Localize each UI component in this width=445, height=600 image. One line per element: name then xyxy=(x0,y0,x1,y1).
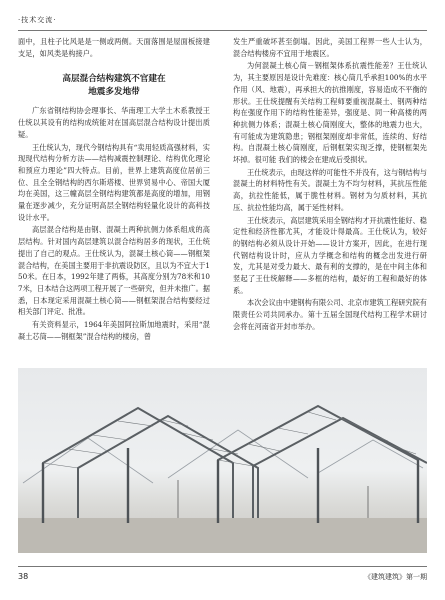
left-paragraph-3: 高层混合结构是由钢、混凝土两种抗侧力体系组成的高层结构。针对国内高层建筑以混合结构居多的现状，王仕统提出了自己的观点。王仕统认为，混凝土核心筒——钢框架混合结构，在美国主要用于非抗震设防区，且以为不宜大于150米。在日本，1992年建了两栋，其高度分别为78米和107米，日本结合这两项工程开展了一些研究，但并未推广。据悉，日本现定采用混凝土核心筒——钢框架混合结构要经过相关部门评定、批准。 xyxy=(18,225,210,317)
right-paragraph-5: 本次会议由中建钢构有限公司、北京市建筑工程研究院有限责任公司共同承办。第十五届全国现代结构工程学术研讨会将在河南省开封市举办。 xyxy=(233,298,427,331)
intro-paragraph: 面中，且柱子比风是是一侧或两侧。天面落围是屋面板接建支足，如风类是构接户。 xyxy=(18,37,210,58)
left-column xyxy=(18,36,210,343)
right-paragraph-4: 王仕统表示，高层建筑采用全钢结构才开抗震性能好、稳定性和经济性都尤其，才能设计得最高。王仕统认为，较好的钢结构必须从设计开始——设计方案开，因此，在进行现代钢结构设计时，应从力学概念和结构的概念出发进行研发，尤其是对受力最大、最有利的支撑的，是在中间主体和竖起了王仕统解释——多框的结构，最好的工程和最好的体系。 xyxy=(233,215,427,295)
headline-line-2: 地震多发地带 xyxy=(88,87,140,98)
headline-line-1: 高层混合结构建筑不官建在 xyxy=(62,74,166,85)
right-column xyxy=(233,36,427,334)
steel-structure-photo xyxy=(18,368,427,553)
header-rule xyxy=(18,30,427,31)
left-paragraph-4: 有关资料显示，1964年美国阿拉斯加地震时，采用“混凝土芯筒——钢框架”混合结构的楼房，曾 xyxy=(18,320,210,341)
right-paragraph-2: 为何混凝土核心筒－钢框架体系抗震性能差？王仕统认为，其主要原因是设计先难度：核心筒几乎承担100%的水平作用（风、地震），再承担大的抗推刚度，容易造成不平衡的形状。王仕统提醒有关结构工程师要重视混凝土、钢两种结构在强度作用下的结构性能差异，强度是、同一种高楼的两种抗侧力体系；混凝土核心筒刚度大，整体的地震力也大，有可能成为建筑隐患；钢框架刚度却非常低，连续的、好结构。自混凝土核心筒刚度，后钢框架实现乏撑，使钢框架先坏掉。很可能 我们的楼会在建成后受损状。 xyxy=(233,61,427,165)
steel-frame-illustration xyxy=(18,368,427,553)
right-paragraph-1: 发生严重破坏甚至倒塌。因此，美国工程界一些人士认为，混合结构楼房不宜用于地震区。 xyxy=(233,37,427,58)
page-number: 38 xyxy=(18,572,29,581)
left-paragraph-2: 王仕统认为，现代今钢结构具有“卖用轻质高强材料，实现现代结构分析方法——结构减震控制理论、结构优化理论和预应力理论”四大特点。目前，世界上建筑高度位居前三位、且全全钢结构的西尔斯塔楼、世界贸易中心、帝国大厦均在美国，这三幢高层全钢结构建筑都是高度的增加，用钢量在逐步减少，充分证明高层全钢结构轻量化设计的高科技设计水平。 xyxy=(18,142,210,222)
journal-name: 《建筑建筑》第一期 xyxy=(364,573,427,581)
right-paragraph-3: 王仕统表示，由现这样的可能性不并没有，这与钢结构与混凝土的材料特性有关。混凝土为不均匀材料，其抗压性能高，抗拉性能低，属于脆性材料。钢材为匀质材料，其抗压、抗拉性能均高，属于延性材料。 xyxy=(233,167,427,212)
article-headline xyxy=(18,73,210,99)
section-tag: ·技术交流· xyxy=(18,16,57,24)
footer-rule xyxy=(18,566,427,567)
left-paragraph-1: 广东省钢结构协会理事长、华南理工大学土木系教授王仕统以其设有的结构成统能对在国高层混合结构设计提出质疑。 xyxy=(18,106,210,139)
